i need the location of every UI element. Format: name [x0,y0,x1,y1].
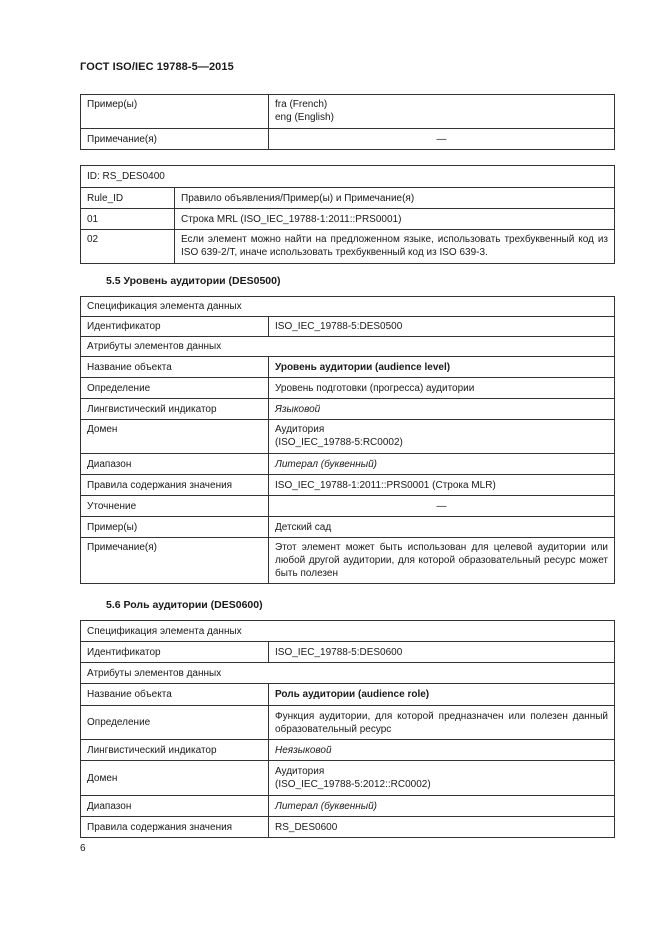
value-line: eng (English) [275,112,334,123]
table-row [81,538,615,584]
row-label: Диапазон [81,796,269,817]
spec-title: Спецификация элемента данных [81,621,615,642]
row-label: Уточнение [81,496,269,517]
row-label: Примечание(я) [81,538,269,584]
column-header: Правило объявления/Пример(ы) и Примечание(я) [175,188,615,209]
row-value: Роль аудитории (audience role) [269,684,615,706]
row-label: Идентификатор [81,317,269,337]
table-row [81,317,615,337]
row-value: Литерал (буквенный) [269,454,615,475]
table-row [81,454,615,475]
table-row [81,517,615,538]
row-label: Определение [81,378,269,399]
row-label: Лингвистический индикатор [81,740,269,761]
table-row [81,475,615,496]
table-row [81,642,615,663]
row-value: — [269,496,615,517]
table-row [81,297,615,317]
row-value: Языковой [269,399,615,420]
table-row [81,399,615,420]
row-value: Детский сад [269,517,615,538]
row-label: Название объекта [81,684,269,706]
document-header: ГОСТ ISO/IEC 19788-5—2015 [80,61,234,73]
row-value: Уровень аудитории (audience level) [269,357,615,378]
row-label: Примечание(я) [81,129,269,150]
attributes-title: Атрибуты элементов данных [81,663,615,684]
page-number: 6 [80,843,86,854]
attributes-title: Атрибуты элементов данных [81,337,615,357]
row-value [269,95,615,129]
row-value: Этот элемент может быть использован для целевой аудитории или любой другой аудитории, для которой образовательный ресурс может быть полезен [269,538,615,584]
table-row [81,761,615,796]
table-row [81,378,615,399]
table-row [81,621,615,642]
rule-id: 02 [81,230,175,264]
section-heading: 5.6 Роль аудитории (DES0600) [106,599,263,611]
rule-set-id: ID: RS_DES0400 [81,166,615,188]
rule-text: Строка MRL (ISO_IEC_19788-1:2011::PRS0001) [175,209,615,230]
rule-id: 01 [81,209,175,230]
row-label: Домен [81,420,269,454]
row-value: Литерал (буквенный) [269,796,615,817]
spec-title: Спецификация элемента данных [81,297,615,317]
table-row [81,706,615,740]
row-label: Правила содержания значения [81,817,269,838]
table-row [81,684,615,706]
row-label: Идентификатор [81,642,269,663]
column-header: Rule_ID [81,188,175,209]
rule-set-table [80,165,615,264]
row-label: Название объекта [81,357,269,378]
rule-text: Если элемент можно найти на предложенном языке, использовать трехбуквенный код из ISO 639-2/T, иначе использовать трехбуквенный код из ISO 639-3. [175,230,615,264]
table-row [81,817,615,838]
table-row [81,740,615,761]
row-value: ISO_IEC_19788-5:DES0500 [269,317,615,337]
table-row [81,496,615,517]
row-label: Пример(ы) [81,517,269,538]
row-label: Домен [81,761,269,796]
table-header-row [81,188,615,209]
table-row [81,129,615,150]
row-label: Правила содержания значения [81,475,269,496]
table-row [81,663,615,684]
section-heading: 5.5 Уровень аудитории (DES0500) [106,275,281,287]
examples-notes-table [80,94,615,150]
audience-level-table [80,296,615,584]
table-row [81,357,615,378]
table-row [81,209,615,230]
row-value: Неязыковой [269,740,615,761]
value-line: Аудитория [275,424,325,435]
table-row [81,95,615,129]
table-row [81,796,615,817]
table-row [81,420,615,454]
row-value [269,761,615,796]
row-label: Определение [81,706,269,740]
row-value: Уровень подготовки (прогресса) аудитории [269,378,615,399]
value-line: fra (French) [275,99,328,110]
row-value: RS_DES0600 [269,817,615,838]
value-line: Аудитория [275,766,325,777]
row-value: Функция аудитории, для которой предназначен или полезен данный образовательный ресурс [269,706,615,740]
audience-role-table [80,620,615,838]
row-label: Пример(ы) [81,95,269,129]
table-row [81,166,615,188]
value-line: (ISO_IEC_19788-5:2012::RC0002) [275,779,431,790]
row-value: ISO_IEC_19788-5:DES0600 [269,642,615,663]
row-label: Лингвистический индикатор [81,399,269,420]
row-value [269,420,615,454]
row-label: Диапазон [81,454,269,475]
table-row [81,230,615,264]
value-line: (ISO_IEC_19788-5:RC0002) [275,437,403,448]
table-row [81,337,615,357]
row-value: ISO_IEC_19788-1:2011::PRS0001 (Строка MLR) [269,475,615,496]
row-value: — [269,129,615,150]
